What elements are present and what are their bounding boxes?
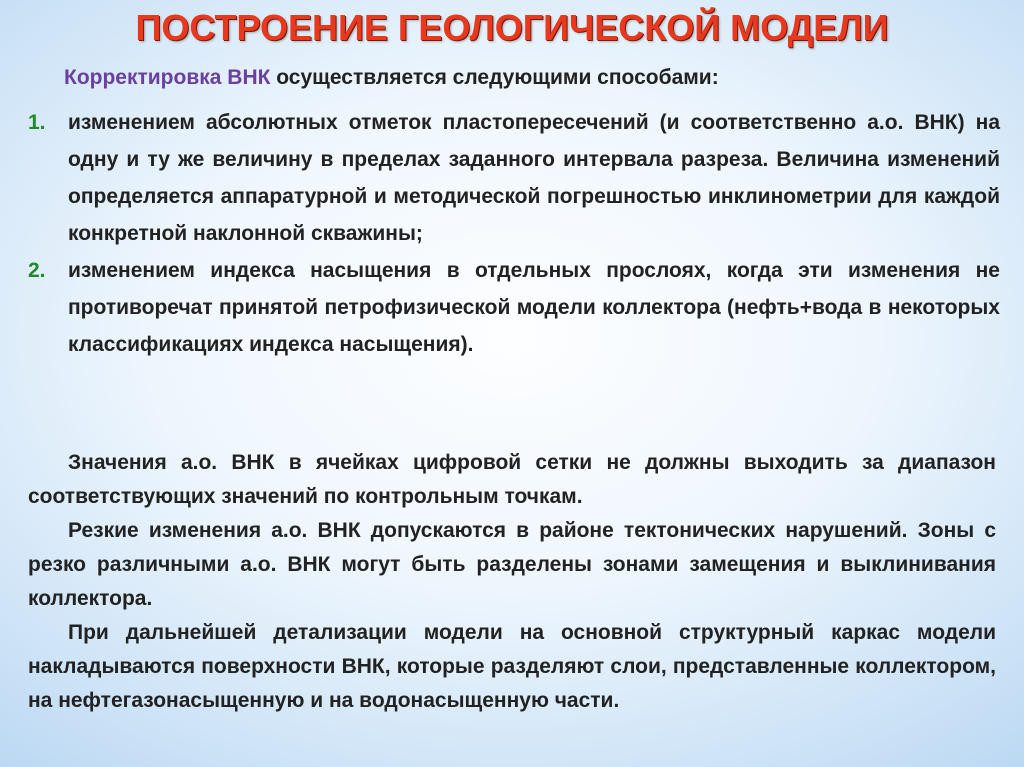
subtitle-accent: Корректировка ВНК: [64, 66, 271, 89]
paragraph: Значения а.о. ВНК в ячейках цифровой сетки не должны выходить за диапазон соответствующих значений по контрольным точкам.: [28, 451, 996, 508]
list-item-number: 1.: [28, 111, 46, 134]
slide-title: ПОСТРОЕНИЕ ГЕОЛОГИЧЕСКОЙ МОДЕЛИ: [135, 7, 889, 48]
notes-section: [28, 446, 996, 718]
list-item: [28, 252, 1000, 363]
methods-list: [28, 104, 1000, 363]
slide-subtitle: [64, 63, 719, 93]
list-item-text: изменением абсолютных отметок пластопересечений (и соответственно а.о. ВНК) на одну и ту же величину в пределах заданного интервала разреза. Величина изменений определяется аппаратурной и методической погрешностью инклинометрии для каждой конкретной наклонной скважины;: [68, 111, 1000, 245]
paragraph: При дальнейшей детализации модели на основной структурный каркас модели накладываются поверхности ВНК, которые разделяют слои, представленные коллектором, на нефтегазонасыщенную и на водонасыщенную части.: [28, 621, 996, 712]
list-item: [28, 104, 1000, 252]
subtitle-rest: осуществляется следующими способами:: [270, 66, 719, 89]
paragraph: Резкие изменения а.о. ВНК допускаются в районе тектонических нарушений. Зоны с резко различными а.о. ВНК могут быть разделены зонами замещения и выклинивания коллектора.: [28, 519, 996, 610]
list-item-text: изменением индекса насыщения в отдельных прослоях, когда эти изменения не противоречат принятой петрофизической модели коллектора (нефть+вода в некоторых классификациях индекса насыщения).: [68, 259, 1000, 356]
list-item-number: 2.: [28, 259, 46, 282]
